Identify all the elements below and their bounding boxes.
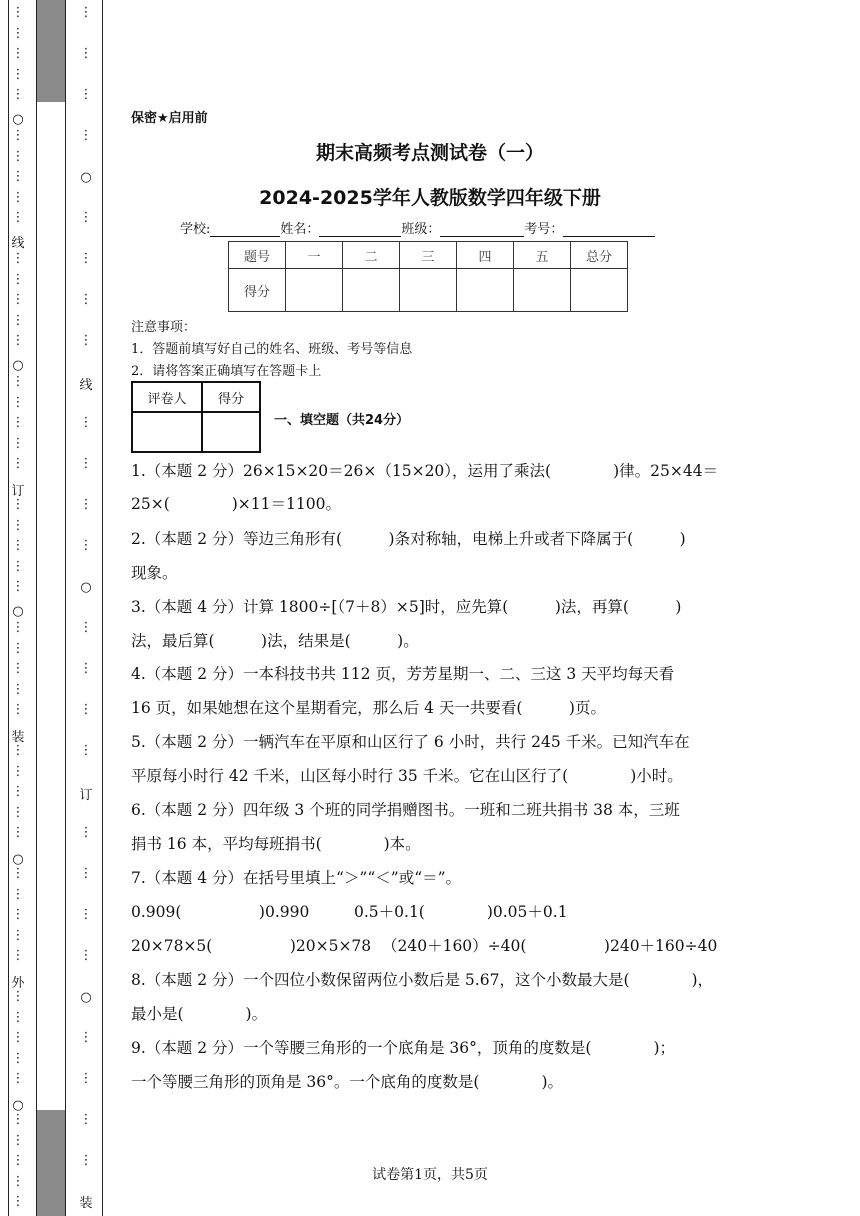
- question-7-line-1: 7.（本题 4 分）在括号里填上“＞”“＜”或“＝”。: [131, 869, 462, 887]
- dotted-separator: ⋮: [11, 1030, 25, 1045]
- dotted-separator: ⋮: [11, 559, 25, 574]
- dotted-separator: ⋮: [11, 1071, 25, 1086]
- dotted-separator: ⋮: [11, 374, 25, 389]
- binding-circle: ○: [12, 358, 24, 373]
- dotted-separator: ⋮: [11, 292, 25, 307]
- dotted-separator: ⋮: [11, 784, 25, 799]
- dotted-separator: ⋮: [11, 149, 25, 164]
- dotted-separator: ⋮: [11, 928, 25, 943]
- dotted-separator: ⋮: [11, 333, 25, 348]
- score-header-cell: 一: [286, 242, 343, 269]
- gutter-fill: [37, 102, 65, 1110]
- dotted-separator: ⋮: [11, 682, 25, 697]
- name-field[interactable]: [319, 223, 401, 237]
- score-header-cell: 四: [457, 242, 514, 269]
- question-8-line-2: 最小是( )。: [131, 1005, 268, 1023]
- question-7-part-c: 20×78×5( )20×5×78: [131, 937, 372, 955]
- dotted-separator: ⋮: [79, 333, 93, 348]
- dotted-separator: ⋮: [79, 1071, 93, 1086]
- gutter-shade-bottom: [37, 1110, 65, 1216]
- question-2-line-1: 2.（本题 2 分）等边三角形有( )条对称轴，电梯上升或者下降属于( ): [131, 530, 686, 548]
- dotted-separator: ⋮: [11, 272, 25, 287]
- dotted-separator: ⋮: [11, 5, 25, 20]
- binding-label: 订: [11, 484, 25, 499]
- question-5-line-2: 平原每小时行 42 千米，山区每小时行 35 千米。它在山区行了( )小时。: [131, 767, 683, 785]
- question-8-line-1: 8.（本题 2 分）一个四位小数保留两位小数后是 5.67，这个小数最大是( )，: [131, 971, 714, 989]
- dotted-separator: ⋮: [11, 1194, 25, 1209]
- page-footer: 试卷第1页，共5页: [372, 1167, 488, 1183]
- dotted-separator: ⋮: [11, 1051, 25, 1066]
- student-info-line: [180, 218, 655, 237]
- score-cell[interactable]: [514, 269, 571, 312]
- grader-score-cell[interactable]: [202, 412, 260, 452]
- binding-circle: ○: [12, 112, 24, 127]
- dotted-separator: ⋮: [11, 1112, 25, 1127]
- dotted-separator: ⋮: [11, 46, 25, 61]
- dotted-separator: ⋮: [11, 1133, 25, 1148]
- dotted-separator: ⋮: [79, 661, 93, 676]
- grader-reviewer-label: 评卷人: [132, 382, 202, 412]
- dotted-separator: ⋮: [79, 5, 93, 20]
- notes-block: [131, 317, 412, 383]
- binding-label: 线: [79, 378, 93, 393]
- binding-label: 装: [79, 1196, 93, 1211]
- binding-label: 订: [79, 788, 93, 803]
- dotted-separator: ⋮: [79, 825, 93, 840]
- grader-reviewer-cell[interactable]: [132, 412, 202, 452]
- dotted-separator: ⋮: [11, 579, 25, 594]
- dotted-separator: ⋮: [79, 907, 93, 922]
- notes-item: 2．请将答案正确填写在答题卡上: [131, 364, 322, 379]
- exam-no-label: 考号：: [524, 222, 564, 237]
- dotted-separator: ⋮: [11, 190, 25, 205]
- question-4-line-1: 4.（本题 2 分）一本科技书共 112 页，芳芳星期一、二、三这 3 天平均每天看: [131, 665, 675, 683]
- dotted-separator: ⋮: [79, 128, 93, 143]
- dotted-separator: ⋮: [11, 866, 25, 881]
- question-6-line-1: 6.（本题 2 分）四年级 3 个班的同学捐赠图书。一班和二班共捐书 38 本，三班: [131, 801, 680, 819]
- score-header-cell: 二: [343, 242, 400, 269]
- score-header-cell: 五: [514, 242, 571, 269]
- question-7-part-a: 0.909( )0.990: [131, 903, 310, 921]
- dotted-separator: ⋮: [11, 251, 25, 266]
- school-field[interactable]: [210, 223, 280, 237]
- question-7-part-d: （240＋160）÷40( )240＋160÷40: [382, 937, 718, 955]
- score-cell[interactable]: [457, 269, 514, 312]
- question-2-line-2: 现象。: [131, 564, 178, 582]
- dotted-separator: ⋮: [11, 661, 25, 676]
- dotted-separator: ⋮: [11, 210, 25, 225]
- dotted-separator: ⋮: [11, 87, 25, 102]
- dotted-separator: ⋮: [79, 743, 93, 758]
- question-5-line-1: 5.（本题 2 分）一辆汽车在平原和山区行了 6 小时，共行 245 千米。已知汽车在: [131, 733, 690, 751]
- dotted-separator: ⋮: [11, 641, 25, 656]
- question-7-part-b: 0.5＋0.1( )0.05＋0.1: [354, 903, 568, 921]
- score-cell[interactable]: [571, 269, 628, 312]
- dotted-separator: ⋮: [79, 292, 93, 307]
- dotted-separator: ⋮: [11, 128, 25, 143]
- dotted-separator: ⋮: [11, 620, 25, 635]
- dotted-separator: ⋮: [79, 87, 93, 102]
- binding-circle: ○: [12, 604, 24, 619]
- dotted-separator: ⋮: [79, 702, 93, 717]
- dotted-separator: ⋮: [79, 866, 93, 881]
- dotted-separator: ⋮: [11, 497, 25, 512]
- dotted-separator: ⋮: [79, 1030, 93, 1045]
- name-label: 姓名：: [280, 222, 320, 237]
- binding-circle: ○: [80, 170, 92, 185]
- binding-circle: ○: [80, 990, 92, 1005]
- dotted-separator: ⋮: [11, 67, 25, 82]
- score-cell[interactable]: [400, 269, 457, 312]
- section-title: 一、填空题（共24分）: [274, 413, 410, 428]
- dotted-separator: ⋮: [79, 415, 93, 430]
- dotted-separator: ⋮: [79, 538, 93, 553]
- dotted-separator: ⋮: [11, 1174, 25, 1189]
- dotted-separator: ⋮: [79, 1153, 93, 1168]
- dotted-separator: ⋮: [11, 26, 25, 41]
- question-9-line-1: 9.（本题 2 分）一个等腰三角形的一个底角是 36°，顶角的度数是( )；: [131, 1039, 676, 1057]
- score-cell[interactable]: [286, 269, 343, 312]
- dotted-separator: ⋮: [79, 620, 93, 635]
- dotted-separator: ⋮: [11, 825, 25, 840]
- binding-label: 外: [11, 976, 25, 991]
- dotted-separator: ⋮: [79, 251, 93, 266]
- dotted-separator: ⋮: [11, 415, 25, 430]
- dotted-separator: ⋮: [79, 497, 93, 512]
- exam-no-field[interactable]: [563, 223, 655, 237]
- dotted-separator: ⋮: [11, 743, 25, 758]
- dotted-separator: ⋮: [11, 518, 25, 533]
- dotted-separator: ⋮: [79, 948, 93, 963]
- class-field[interactable]: [440, 223, 524, 237]
- gutter-shade-top: [37, 0, 65, 102]
- dotted-separator: ⋮: [11, 313, 25, 328]
- dotted-separator: ⋮: [11, 456, 25, 471]
- class-label: 班级：: [401, 222, 441, 237]
- question-1-line-2: 25×( )×11＝1100。: [131, 495, 341, 513]
- dotted-separator: ⋮: [79, 456, 93, 471]
- grader-score-label: 得分: [202, 382, 260, 412]
- score-header-cell: 总分: [571, 242, 628, 269]
- binding-circle: ○: [80, 580, 92, 595]
- question-9-line-2: 一个等腰三角形的顶角是 36°。一个底角的度数是( )。: [131, 1073, 563, 1091]
- binding-label: 线: [11, 236, 25, 251]
- question-3-line-2: 法，最后算( )法，结果是( )。: [131, 632, 419, 650]
- dotted-separator: ⋮: [11, 436, 25, 451]
- question-3-line-1: 3.（本题 4 分）计算 1800÷[（7＋8）×5]时，应先算( )法，再算( ): [131, 598, 682, 616]
- exam-title: 期末高频考点测试卷（一）: [315, 142, 544, 164]
- dotted-separator: ⋮: [79, 46, 93, 61]
- notes-heading: 注意事项：: [131, 320, 197, 335]
- score-header-cell: 题号: [229, 242, 286, 269]
- score-header-cell: 三: [400, 242, 457, 269]
- exam-subtitle: 2024-2025学年人教版数学四年级下册: [259, 187, 601, 209]
- dotted-separator: ⋮: [79, 1112, 93, 1127]
- binding-circle: ○: [12, 852, 24, 867]
- score-cell[interactable]: [343, 269, 400, 312]
- dotted-separator: ⋮: [11, 1010, 25, 1025]
- dotted-separator: ⋮: [11, 805, 25, 820]
- grader-table: [131, 381, 261, 453]
- dotted-separator: ⋮: [79, 210, 93, 225]
- dotted-separator: ⋮: [11, 764, 25, 779]
- dotted-separator: ⋮: [11, 887, 25, 902]
- notes-item: 1．答题前填写好自己的姓名、班级、考号等信息: [131, 342, 413, 357]
- dotted-separator: ⋮: [11, 702, 25, 717]
- dotted-separator: ⋮: [11, 1153, 25, 1168]
- dotted-separator: ⋮: [11, 538, 25, 553]
- binding-circle: ○: [12, 1098, 24, 1113]
- dotted-separator: ⋮: [11, 169, 25, 184]
- question-1-line-1: 1.（本题 2 分）26×15×20＝26×（15×20），运用了乘法( )律。25×44＝: [131, 462, 719, 480]
- school-label: 学校:: [180, 222, 211, 237]
- question-4-line-2: 16 页，如果她想在这个星期看完，那么后 4 天一共要看( )页。: [131, 699, 606, 717]
- score-row-label: 得分: [229, 269, 286, 312]
- binding-label: 装: [11, 730, 25, 745]
- confidential-mark: 保密★启用前: [131, 111, 208, 126]
- dotted-separator: ⋮: [11, 907, 25, 922]
- dotted-separator: ⋮: [11, 948, 25, 963]
- dotted-separator: ⋮: [11, 989, 25, 1004]
- question-6-line-2: 捐书 16 本，平均每班捐书( )本。: [131, 835, 421, 853]
- score-table: [228, 241, 628, 312]
- dotted-separator: ⋮: [11, 395, 25, 410]
